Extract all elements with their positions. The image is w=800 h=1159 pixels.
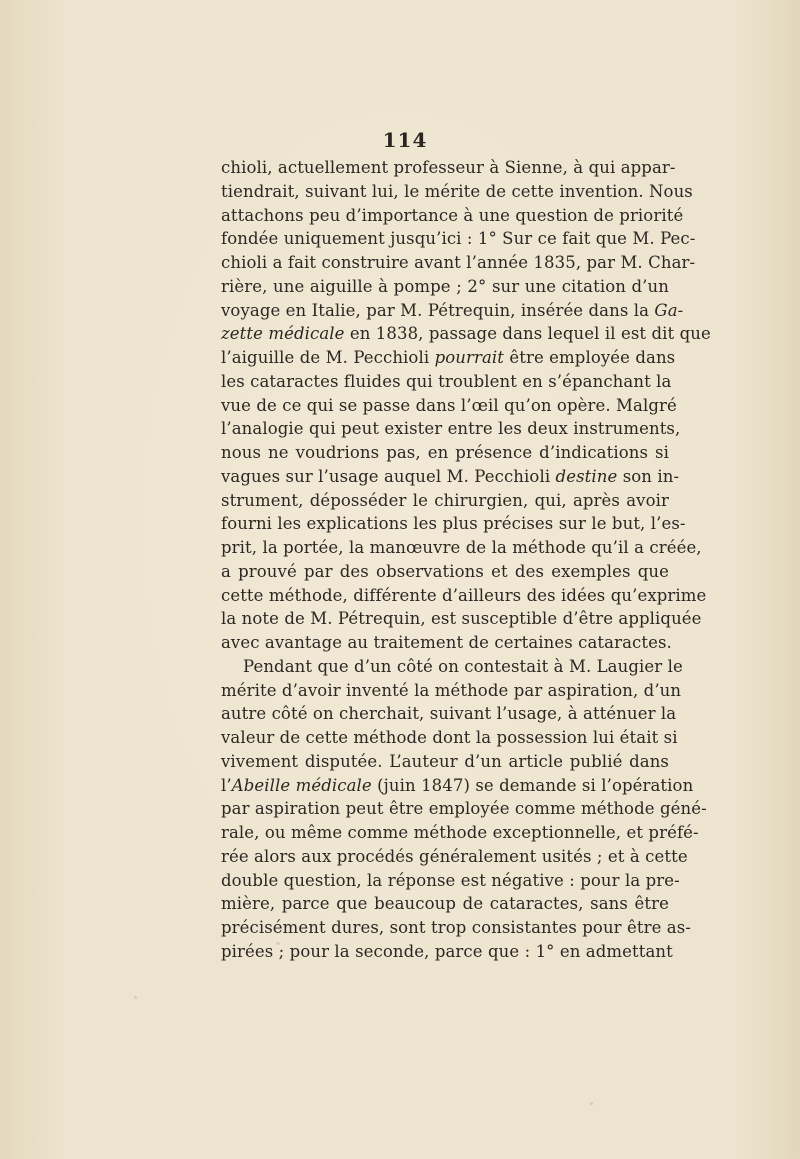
text-line xyxy=(221,845,688,869)
text-segment: rale, ou même comme méthode exceptionnelle, et préfé- xyxy=(221,823,699,842)
text-line xyxy=(221,916,691,940)
text-segment: (juin 1847) se demande si l’opération xyxy=(371,775,694,795)
text-segment: valeur de cette méthode dont la possession lui était si xyxy=(221,728,678,747)
text-segment: avec avantage au traitement de certaines cataractes. xyxy=(221,633,672,652)
text-segment: double question, la réponse est négative : pour la pre- xyxy=(221,870,680,890)
text-segment: prit, la portée, la manœuvre de la méthode qu’il a créée, xyxy=(221,538,702,557)
text-segment: Pendant que d’un côté on contestait à M. Laugier le xyxy=(243,656,683,676)
italic-text: Ga- xyxy=(654,300,684,320)
italic-text: zette médicale xyxy=(221,324,345,344)
text-segment: autre côté on cherchait, suivant l’usage, à atténuer la xyxy=(221,704,677,724)
text-line xyxy=(221,346,676,370)
text-line xyxy=(221,774,694,798)
page-number: 114 xyxy=(382,128,428,152)
text-segment: fondée uniquement jusqu’ici : 1° Sur ce fait que M. Pec- xyxy=(221,229,696,249)
text-line xyxy=(221,560,669,584)
italic-text: destine xyxy=(555,466,618,486)
text-segment: vue de ce qui se passe dans l’œil qu’on opère. Malgré xyxy=(221,395,677,415)
text-line xyxy=(221,180,693,204)
text-line xyxy=(221,702,677,726)
text-segment: vivement disputée. L’auteur d’un article publié dans xyxy=(221,751,669,771)
text-line xyxy=(221,156,676,180)
text-segment: mière, parce que beaucoup de cataractes, sans être xyxy=(221,894,669,914)
text-line xyxy=(221,417,681,441)
text-segment: nous ne voudrions pas, en présence d’indications si xyxy=(221,443,669,462)
text-segment: chioli, actuellement professeur à Sienne, à qui appar- xyxy=(221,158,676,177)
text-segment: l’ xyxy=(221,775,232,795)
text-line xyxy=(221,370,672,394)
text-line xyxy=(221,750,669,774)
text-line xyxy=(221,869,680,893)
text-line xyxy=(221,322,711,346)
text-segment: mérite d’avoir inventé la méthode par aspiration, d’un xyxy=(221,680,682,700)
text-line xyxy=(221,394,677,418)
text-segment: rière, une aiguille à pompe ; 2° sur une citation d’un xyxy=(221,276,669,296)
text-line xyxy=(221,679,682,703)
text-line xyxy=(221,251,696,275)
text-line xyxy=(221,441,669,465)
text-segment: tiendrait, suivant lui, le mérite de cette invention. Nous xyxy=(221,181,693,201)
text-segment: rée alors aux procédés généralement usités ; et à cette xyxy=(221,846,688,866)
text-segment: son in- xyxy=(617,466,680,486)
paper-stain xyxy=(590,1102,593,1105)
text-line xyxy=(221,584,707,608)
text-line xyxy=(221,821,699,845)
text-line xyxy=(221,940,673,964)
text-segment: chioli a fait construire avant l’année 1835, par M. Char- xyxy=(221,253,696,272)
text-segment: être employée dans xyxy=(504,348,676,367)
text-line xyxy=(221,465,680,489)
text-segment: l’aiguille de M. Pecchioli xyxy=(221,348,435,367)
text-line xyxy=(221,204,684,228)
text-segment: attachons peu d’importance à une question de priorité xyxy=(221,205,684,225)
paper-stain xyxy=(134,996,137,999)
text-line xyxy=(221,607,702,631)
text-line xyxy=(221,726,678,750)
text-line xyxy=(221,275,669,299)
text-line xyxy=(221,299,684,323)
text-segment: voyage en Italie, par M. Pétrequin, insérée dans la xyxy=(221,300,655,320)
text-segment: les cataractes fluides qui troublent en s’épanchant la xyxy=(221,371,672,391)
text-segment: vagues sur l’usage auquel M. Pecchioli xyxy=(221,466,556,486)
text-line xyxy=(221,227,696,251)
text-segment: pirées ; pour la seconde, parce que : 1° en admettant xyxy=(221,941,673,961)
text-line xyxy=(221,797,707,821)
text-segment: strument, déposséder le chirurgien, qui, après avoir xyxy=(221,490,669,510)
text-segment: la note de M. Pétrequin, est susceptible d’être appliquée xyxy=(221,609,702,629)
text-segment: a prouvé par des observations et des exemples que xyxy=(221,561,669,581)
text-segment: cette méthode, différente d’ailleurs des idées qu’exprime xyxy=(221,585,707,605)
italic-text: pourrait xyxy=(434,348,505,367)
text-segment: en 1838, passage dans lequel il est dit que xyxy=(344,324,711,344)
text-line xyxy=(221,512,686,536)
text-line xyxy=(221,892,669,916)
italic-text: Abeille médicale xyxy=(231,775,372,795)
text-segment: l’analogie qui peut exister entre les deux instruments, xyxy=(221,419,681,439)
text-segment: fourni les explications les plus précises sur le but, l’es- xyxy=(221,514,686,534)
text-line xyxy=(221,489,669,513)
text-line xyxy=(221,631,672,655)
paper-stain xyxy=(276,942,280,945)
text-segment: précisément dures, sont trop consistantes pour être as- xyxy=(221,918,691,937)
text-line xyxy=(221,655,683,679)
text-segment: par aspiration peut être employée comme méthode géné- xyxy=(221,799,707,819)
text-line xyxy=(221,536,702,560)
body-text xyxy=(221,156,711,964)
